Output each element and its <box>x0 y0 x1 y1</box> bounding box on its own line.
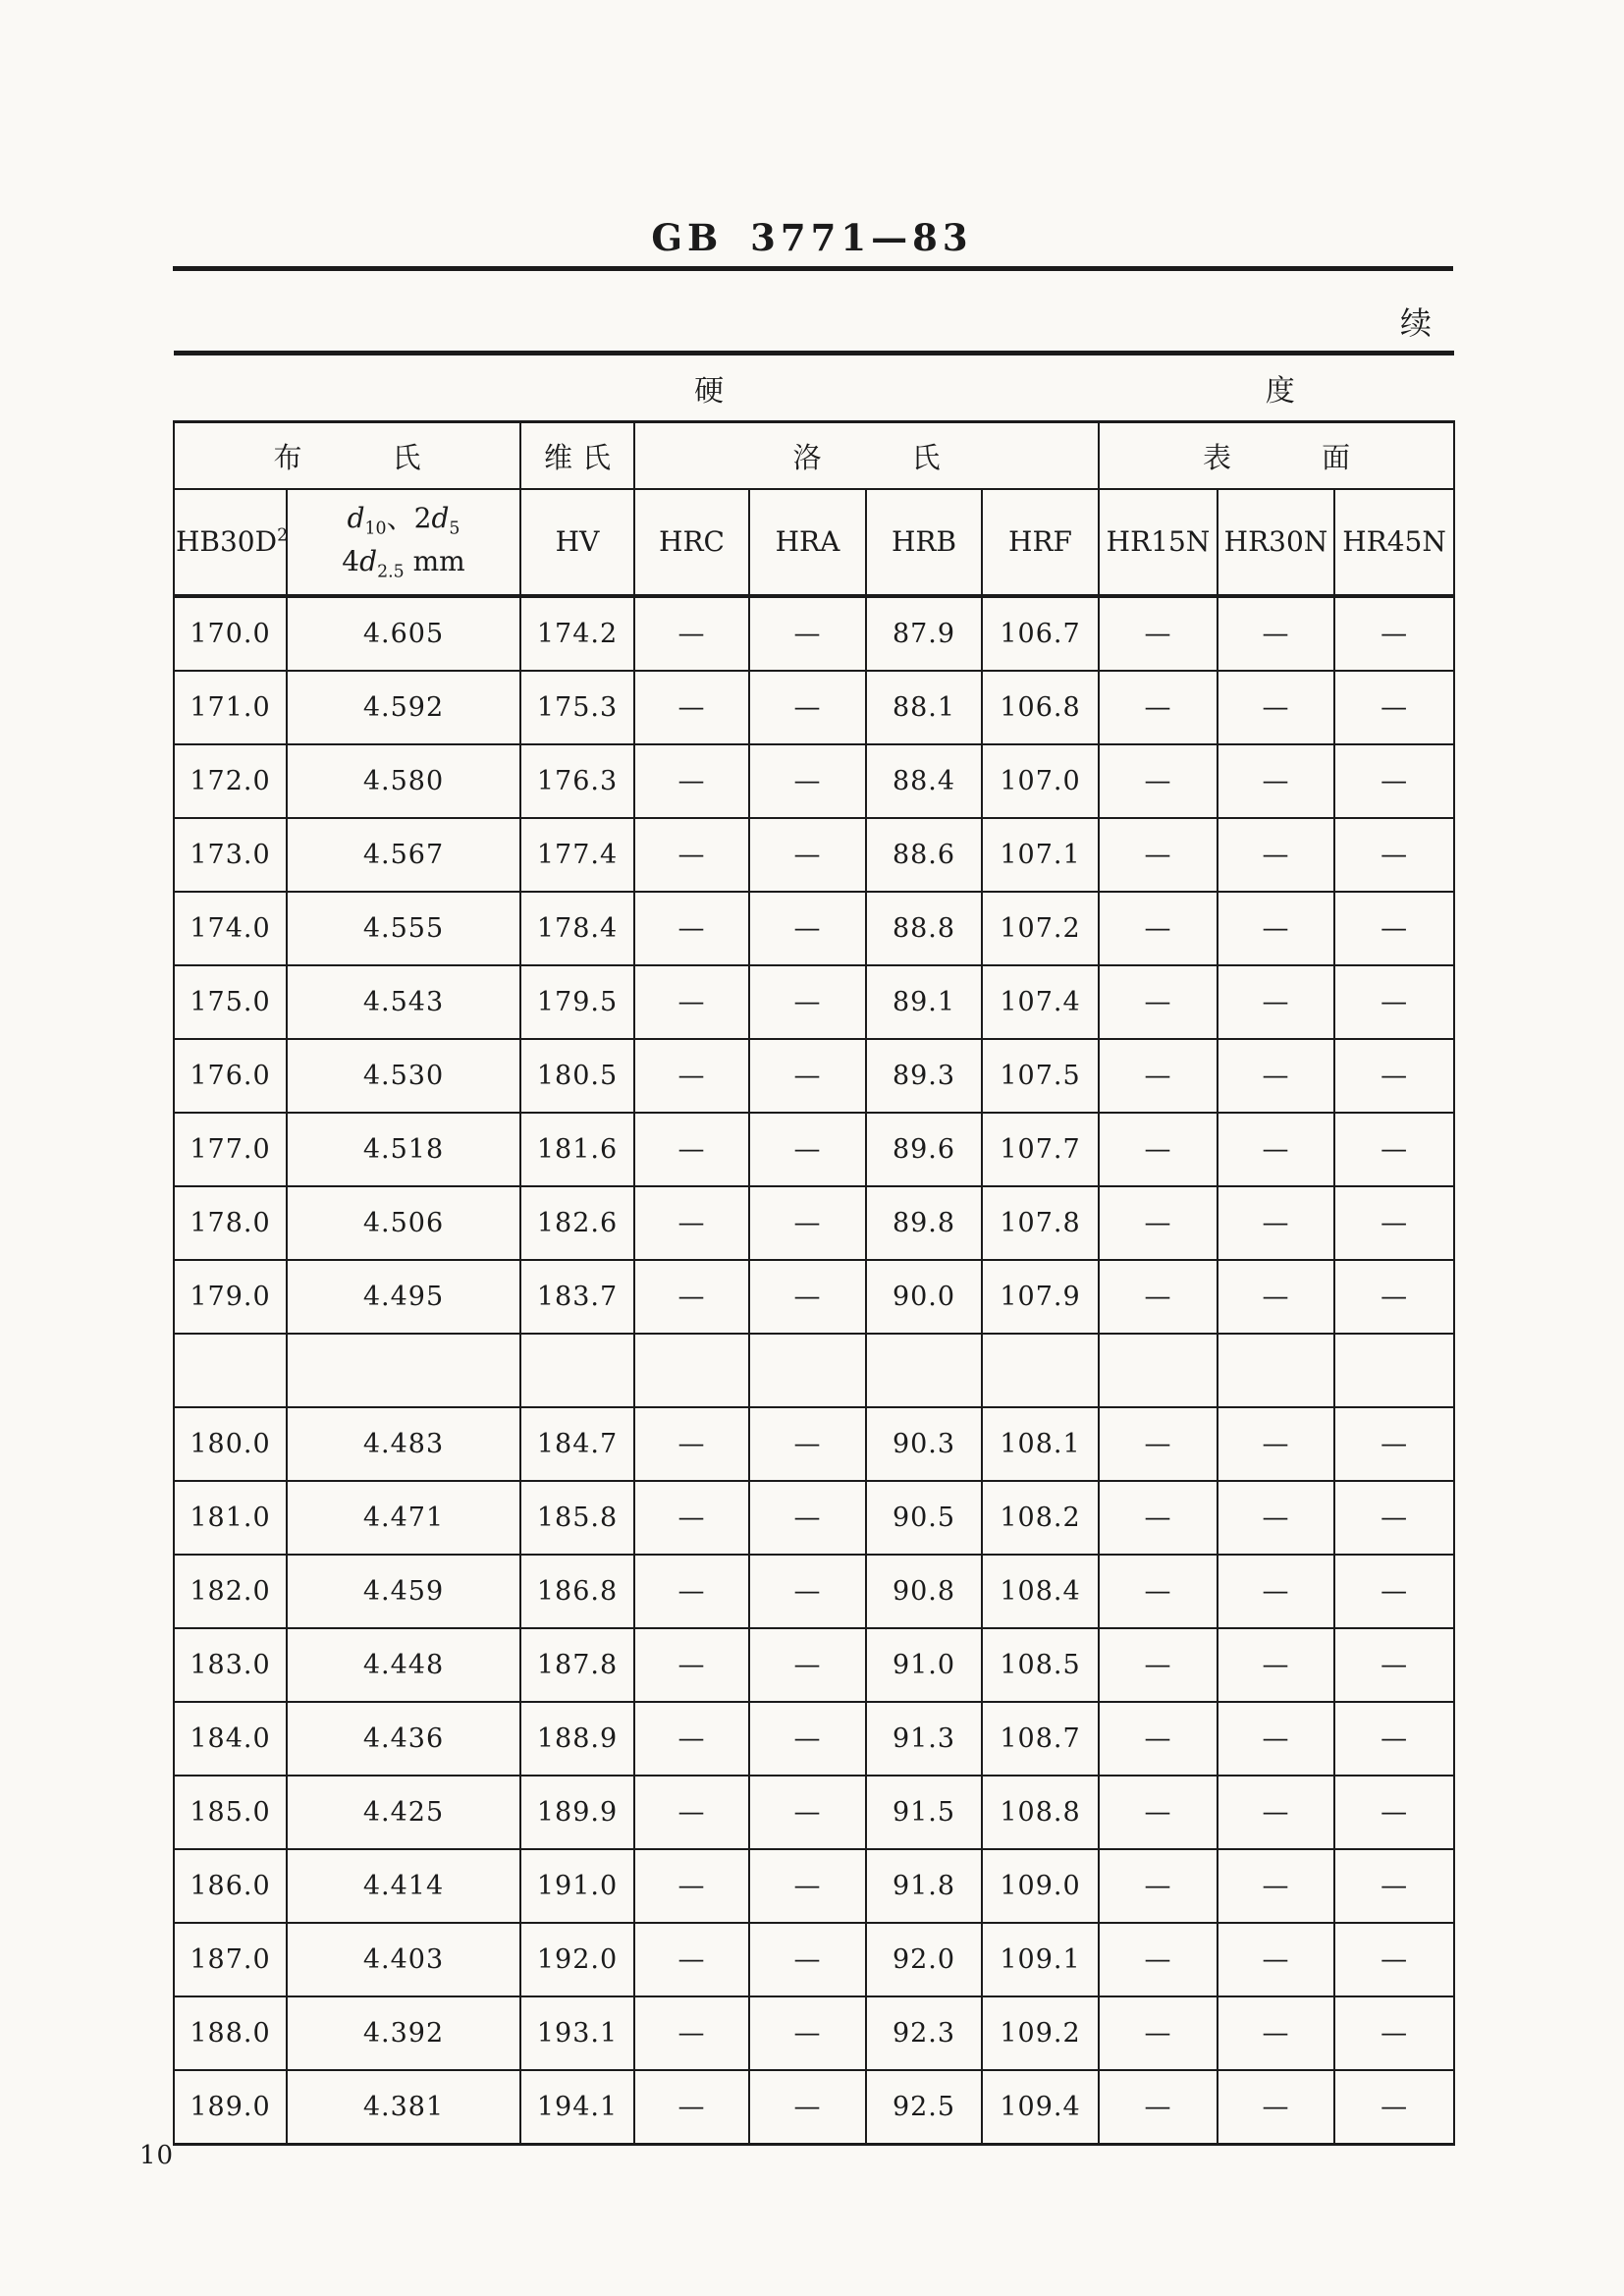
table-cell: 187.0 <box>174 1923 287 1996</box>
table-cell: — <box>1218 892 1334 965</box>
table-cell: — <box>1334 1186 1454 1260</box>
table-cell: — <box>1099 1996 1218 2070</box>
group-header-char: 面 <box>1322 440 1351 474</box>
table-group-header-row <box>174 422 1454 490</box>
table-cell: 89.6 <box>866 1113 982 1186</box>
column-header-HRF <box>982 489 1099 596</box>
table-cell: — <box>1334 1113 1454 1186</box>
table-cell: 174.0 <box>174 892 287 965</box>
table-cell: 106.8 <box>982 671 1099 744</box>
table-cell: — <box>1334 744 1454 818</box>
table-cell: 178.0 <box>174 1186 287 1260</box>
table-cell <box>1218 1334 1334 1407</box>
table-cell: 193.1 <box>520 1996 634 2070</box>
table-cell: 108.2 <box>982 1481 1099 1555</box>
table-cell: 4.555 <box>287 892 520 965</box>
table-cell: 4.605 <box>287 596 520 671</box>
table-cell: 90.5 <box>866 1481 982 1555</box>
column-header-text: HR45N <box>1342 524 1446 558</box>
table-cell: — <box>1334 671 1454 744</box>
table-cell: 107.4 <box>982 965 1099 1039</box>
table-cell: 179.5 <box>520 965 634 1039</box>
table-cell: 92.5 <box>866 2070 982 2145</box>
table-row <box>174 744 1454 818</box>
table-cell: 182.0 <box>174 1555 287 1628</box>
table-cell <box>520 1334 634 1407</box>
table-cell: — <box>749 1039 866 1113</box>
column-header-text: 、2 <box>386 502 432 535</box>
table-cell: 107.2 <box>982 892 1099 965</box>
table-cell: — <box>1334 1849 1454 1923</box>
table-cell: 4.381 <box>287 2070 520 2145</box>
table-column-header-row <box>174 489 1454 596</box>
table-cell: — <box>749 818 866 892</box>
table-cell: 180.0 <box>174 1407 287 1481</box>
table-cell: — <box>634 2070 749 2145</box>
column-header-text: mm <box>404 545 465 577</box>
column-header-HV <box>520 489 634 596</box>
column-header-text: d <box>359 545 378 577</box>
table-cell: 188.0 <box>174 1996 287 2070</box>
column-header-HRC <box>634 489 749 596</box>
table-cell: — <box>1218 1555 1334 1628</box>
table-cell: — <box>749 1702 866 1776</box>
title-rule <box>173 266 1453 271</box>
table-cell <box>982 1334 1099 1407</box>
table-cell: — <box>634 1481 749 1555</box>
table-cell: — <box>1334 818 1454 892</box>
table-cell: — <box>749 892 866 965</box>
column-header-HRA <box>749 489 866 596</box>
table-cell: 4.530 <box>287 1039 520 1113</box>
table-cell: — <box>634 965 749 1039</box>
group-header-char: 氏 <box>911 440 941 474</box>
column-header-text: HR15N <box>1106 524 1211 558</box>
table-row <box>174 1260 1454 1334</box>
table-cell: 106.7 <box>982 596 1099 671</box>
table-row <box>174 1702 1454 1776</box>
table-cell: 91.0 <box>866 1628 982 1702</box>
table-cell: — <box>1334 1702 1454 1776</box>
table-cell: — <box>1334 965 1454 1039</box>
table-cell: — <box>1334 2070 1454 2145</box>
group-header-char: 洛 <box>792 440 822 474</box>
table-cell: 185.8 <box>520 1481 634 1555</box>
table-cell: 4.567 <box>287 818 520 892</box>
group-header-char: 氏 <box>392 440 421 474</box>
table-cell: — <box>1099 818 1218 892</box>
table-cell: 4.543 <box>287 965 520 1039</box>
table-cell: 172.0 <box>174 744 287 818</box>
table-cell: — <box>1099 1702 1218 1776</box>
table-cell: 4.483 <box>287 1407 520 1481</box>
column-header-text: HB30D <box>176 524 278 558</box>
table-cell: — <box>1218 1407 1334 1481</box>
table-row <box>174 1555 1454 1628</box>
column-header-HR45N <box>1334 489 1454 596</box>
group-header-vickers <box>520 422 634 490</box>
table-cell: 183.0 <box>174 1628 287 1702</box>
column-header-text: HRB <box>891 524 957 558</box>
column-header-text: 2.5 <box>377 562 405 582</box>
group-header-char: 表 <box>1203 440 1232 474</box>
table-cell: 175.3 <box>520 671 634 744</box>
table-cell: — <box>1099 965 1218 1039</box>
table-cell: — <box>634 1776 749 1849</box>
table-cell: 4.392 <box>287 1996 520 2070</box>
table-banner-row <box>174 354 1454 422</box>
table-cell: — <box>1099 671 1218 744</box>
table-cell: 88.4 <box>866 744 982 818</box>
column-header-HRB <box>866 489 982 596</box>
column-header-text: HRA <box>775 524 840 558</box>
table-cell: 4.518 <box>287 1113 520 1186</box>
table-cell: — <box>1334 1481 1454 1555</box>
page-number: 10 <box>139 2141 175 2170</box>
table-cell: — <box>634 1555 749 1628</box>
table-cell: — <box>749 1628 866 1702</box>
table-cell: 180.5 <box>520 1039 634 1113</box>
table-row <box>174 1628 1454 1702</box>
table-cell: 108.1 <box>982 1407 1099 1481</box>
table-cell: 4.448 <box>287 1628 520 1702</box>
table-cell: 4.425 <box>287 1776 520 1849</box>
column-header-text: HV <box>555 524 600 558</box>
table-cell: 4.436 <box>287 1702 520 1776</box>
column-header-text: 4 <box>342 545 360 577</box>
table-cell: 184.7 <box>520 1407 634 1481</box>
table-cell: — <box>1099 596 1218 671</box>
table-cell: — <box>1099 744 1218 818</box>
table-cell <box>634 1334 749 1407</box>
table-row <box>174 1039 1454 1113</box>
table-cell: 186.8 <box>520 1555 634 1628</box>
table-cell: — <box>1334 892 1454 965</box>
table-row <box>174 1776 1454 1849</box>
column-header-HR30N <box>1218 489 1334 596</box>
table-cell: — <box>1218 596 1334 671</box>
table-cell: 107.7 <box>982 1113 1099 1186</box>
column-header-text: HRC <box>659 524 725 558</box>
table-cell: — <box>634 892 749 965</box>
table-cell: — <box>749 744 866 818</box>
table-cell: — <box>1334 1555 1454 1628</box>
table-cell: 194.1 <box>520 2070 634 2145</box>
table-cell: — <box>634 1996 749 2070</box>
table-cell: — <box>749 596 866 671</box>
group-header-rockwell <box>634 422 1099 490</box>
table-cell <box>1334 1334 1454 1407</box>
table-cell: — <box>1218 1702 1334 1776</box>
table-cell: 184.0 <box>174 1702 287 1776</box>
column-header-text: HRF <box>1008 524 1072 558</box>
table-cell: 177.4 <box>520 818 634 892</box>
table-cell: — <box>1099 1260 1218 1334</box>
table-cell: 109.1 <box>982 1923 1099 1996</box>
table-cell: — <box>1099 2070 1218 2145</box>
table-cell: — <box>634 596 749 671</box>
group-header-brinell <box>174 422 520 490</box>
table-cell: — <box>1218 1186 1334 1260</box>
table-cell: 183.7 <box>520 1260 634 1334</box>
table-cell: — <box>749 1776 866 1849</box>
table-cell: — <box>1334 1996 1454 2070</box>
group-header-surface <box>1099 422 1454 490</box>
table-cell: — <box>1218 2070 1334 2145</box>
table-cell: 90.8 <box>866 1555 982 1628</box>
table-cell: — <box>1218 1039 1334 1113</box>
table-cell: — <box>749 1260 866 1334</box>
table-cell: 91.8 <box>866 1849 982 1923</box>
table-cell: 107.8 <box>982 1186 1099 1260</box>
table-cell: 87.9 <box>866 596 982 671</box>
table-cell: 108.5 <box>982 1628 1099 1702</box>
column-header-indent-diameter <box>287 489 520 596</box>
table-cell: 91.3 <box>866 1702 982 1776</box>
table-cell: — <box>1218 1996 1334 2070</box>
table-row <box>174 2070 1454 2145</box>
table-cell: 189.0 <box>174 2070 287 2145</box>
table-cell: 107.1 <box>982 818 1099 892</box>
table-cell: 175.0 <box>174 965 287 1039</box>
table-cell: 108.7 <box>982 1702 1099 1776</box>
column-header-text: d <box>431 502 450 535</box>
table-cell: 186.0 <box>174 1849 287 1923</box>
table-cell: — <box>634 1039 749 1113</box>
banner-cell <box>174 354 1454 422</box>
table-cell: 88.6 <box>866 818 982 892</box>
table-cell <box>1099 1334 1218 1407</box>
table-cell: 188.9 <box>520 1702 634 1776</box>
table-cell: — <box>1334 1776 1454 1849</box>
table-cell: — <box>634 1186 749 1260</box>
table-cell <box>866 1334 982 1407</box>
table-cell: — <box>1218 1923 1334 1996</box>
table-cell: — <box>1218 818 1334 892</box>
standard-code-title: GB 3771—83 <box>651 216 973 259</box>
table-cell: 108.8 <box>982 1776 1099 1849</box>
table-cell: — <box>634 1628 749 1702</box>
table-cell: — <box>1218 965 1334 1039</box>
table-cell: — <box>749 1407 866 1481</box>
table-cell: 89.3 <box>866 1039 982 1113</box>
group-header-char: 氏 <box>582 440 612 474</box>
table-cell: — <box>1334 1407 1454 1481</box>
table-cell: 4.414 <box>287 1849 520 1923</box>
table-row <box>174 892 1454 965</box>
table-cell: — <box>1218 671 1334 744</box>
table-cell: — <box>634 1407 749 1481</box>
table-cell: — <box>749 1923 866 1996</box>
table-cell <box>287 1334 520 1407</box>
table-cell: 191.0 <box>520 1849 634 1923</box>
table-cell: — <box>1334 596 1454 671</box>
table-cell: 179.0 <box>174 1260 287 1334</box>
banner-char-hardness-right: 度 <box>1265 374 1295 409</box>
table-cell: — <box>1218 744 1334 818</box>
table-row <box>174 1186 1454 1260</box>
table-cell: 89.8 <box>866 1186 982 1260</box>
table-row <box>174 1113 1454 1186</box>
table-cell: 107.9 <box>982 1260 1099 1334</box>
table-cell: — <box>634 671 749 744</box>
table-cell: — <box>749 1996 866 2070</box>
column-header-text: d <box>347 502 365 535</box>
table-cell: — <box>749 1186 866 1260</box>
table-spacer-row <box>174 1334 1454 1407</box>
table-cell: 4.592 <box>287 671 520 744</box>
table-cell: 181.0 <box>174 1481 287 1555</box>
table-cell: — <box>1334 1260 1454 1334</box>
table-cell: 109.4 <box>982 2070 1099 2145</box>
table-cell: 92.3 <box>866 1996 982 2070</box>
table-cell: — <box>1218 1481 1334 1555</box>
table-cell: — <box>1099 1849 1218 1923</box>
table-cell: — <box>634 1260 749 1334</box>
table-cell: — <box>1099 1923 1218 1996</box>
column-header-text: 2 <box>277 525 289 546</box>
table-cell: — <box>1099 1481 1218 1555</box>
table-cell: 174.2 <box>520 596 634 671</box>
table-cell: 4.403 <box>287 1923 520 1996</box>
table-cell: 177.0 <box>174 1113 287 1186</box>
table-cell: 170.0 <box>174 596 287 671</box>
table-cell <box>749 1334 866 1407</box>
table-row <box>174 965 1454 1039</box>
table-cell: — <box>749 1481 866 1555</box>
column-header-HR15N <box>1099 489 1218 596</box>
table-cell: 88.1 <box>866 671 982 744</box>
table-cell: — <box>1334 1628 1454 1702</box>
table-cell: 89.1 <box>866 965 982 1039</box>
table-cell: 108.4 <box>982 1555 1099 1628</box>
table-cell: — <box>1334 1923 1454 1996</box>
table-cell: 185.0 <box>174 1776 287 1849</box>
table-cell: 181.6 <box>520 1113 634 1186</box>
banner-char-hardness-left: 硬 <box>694 374 725 409</box>
table-cell: 4.471 <box>287 1481 520 1555</box>
table-row <box>174 671 1454 744</box>
column-header-HB30D2 <box>174 489 287 596</box>
table-cell: 90.3 <box>866 1407 982 1481</box>
table-cell: — <box>749 1849 866 1923</box>
table-cell: 109.0 <box>982 1849 1099 1923</box>
table-cell: — <box>634 1923 749 1996</box>
table-cell: 4.495 <box>287 1260 520 1334</box>
table-cell: 173.0 <box>174 818 287 892</box>
table-row <box>174 1923 1454 1996</box>
table-cell: — <box>749 2070 866 2145</box>
hardness-conversion-table <box>173 351 1455 2146</box>
table-cell: 107.5 <box>982 1039 1099 1113</box>
table-cell: — <box>634 818 749 892</box>
table-cell: — <box>1099 1776 1218 1849</box>
table-cell: — <box>1334 1039 1454 1113</box>
table-cell: — <box>1218 1776 1334 1849</box>
table-cell: 171.0 <box>174 671 287 744</box>
column-header-text: 5 <box>449 519 460 539</box>
table-cell: 107.0 <box>982 744 1099 818</box>
table-cell: 92.0 <box>866 1923 982 1996</box>
group-header-char: 维 <box>543 440 572 474</box>
table-cell: — <box>749 1555 866 1628</box>
table-cell: 187.8 <box>520 1628 634 1702</box>
table-cell: 178.4 <box>520 892 634 965</box>
group-header-char: 布 <box>273 440 302 474</box>
table-cell: 90.0 <box>866 1260 982 1334</box>
table-cell: 176.0 <box>174 1039 287 1113</box>
table-cell: 192.0 <box>520 1923 634 1996</box>
column-header-text: HR30N <box>1223 524 1328 558</box>
table-cell: 189.9 <box>520 1776 634 1849</box>
table-row <box>174 1996 1454 2070</box>
table-cell: 109.2 <box>982 1996 1099 2070</box>
table-cell: — <box>1099 1555 1218 1628</box>
table-cell: — <box>1099 1407 1218 1481</box>
table-cell: 4.506 <box>287 1186 520 1260</box>
table-cell: — <box>1218 1849 1334 1923</box>
table-cell: — <box>634 744 749 818</box>
table-row <box>174 1849 1454 1923</box>
table-row <box>174 1481 1454 1555</box>
table-cell: — <box>1099 1186 1218 1260</box>
table-cell: — <box>1218 1260 1334 1334</box>
table-cell: — <box>749 671 866 744</box>
table-row <box>174 1407 1454 1481</box>
table-cell: 4.459 <box>287 1555 520 1628</box>
table-cell: 176.3 <box>520 744 634 818</box>
table-cell <box>174 1334 287 1407</box>
table-cell: 4.580 <box>287 744 520 818</box>
table-cell: — <box>634 1702 749 1776</box>
table-cell: — <box>634 1113 749 1186</box>
table-cell: — <box>634 1849 749 1923</box>
table-row <box>174 818 1454 892</box>
table-cell: 88.8 <box>866 892 982 965</box>
table-cell: — <box>749 965 866 1039</box>
table-cell: — <box>1218 1113 1334 1186</box>
column-header-text: 10 <box>364 519 387 539</box>
table-cell: 182.6 <box>520 1186 634 1260</box>
continuation-label: 续 <box>1399 304 1432 342</box>
table-cell: — <box>1099 1628 1218 1702</box>
table-cell: — <box>1218 1628 1334 1702</box>
table-cell: — <box>1099 892 1218 965</box>
table-cell: — <box>749 1113 866 1186</box>
table-cell: — <box>1099 1113 1218 1186</box>
table-cell: — <box>1099 1039 1218 1113</box>
table-cell: 91.5 <box>866 1776 982 1849</box>
table-row <box>174 596 1454 671</box>
